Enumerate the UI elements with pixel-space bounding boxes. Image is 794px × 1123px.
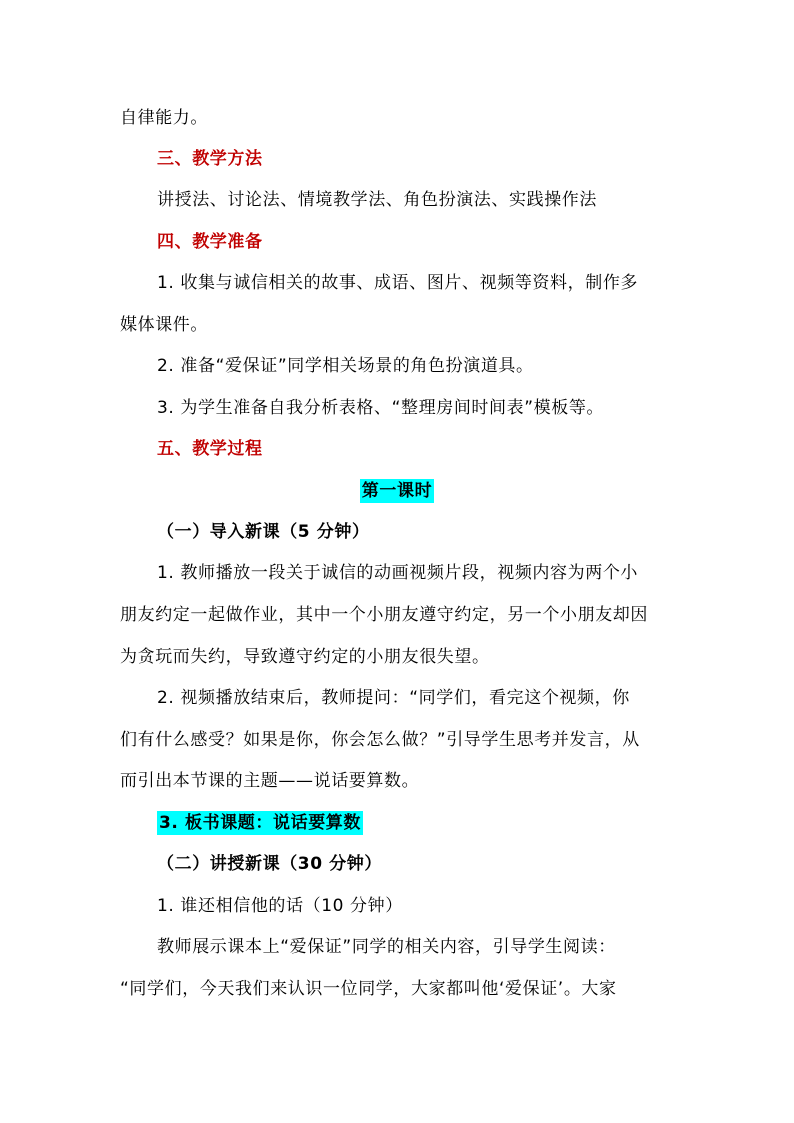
paragraph-line: 朋友约定一起做作业，其中一个小朋友遵守约定，另一个小朋友却因 bbox=[120, 605, 648, 625]
lesson-title-highlight: 第一课时 bbox=[361, 481, 433, 501]
section-heading-methods: 三、教学方法 bbox=[157, 149, 263, 169]
board-title-highlight: 3. 板书课题：说话要算数 bbox=[159, 813, 362, 833]
paragraph-line: 1. 收集与诚信相关的故事、成语、图片、视频等资料，制作多 bbox=[157, 273, 639, 293]
section-heading-process: 五、教学过程 bbox=[157, 439, 263, 459]
subsection-heading-new-lesson: （二）讲授新课（30 分钟） bbox=[157, 854, 382, 874]
paragraph-line: 教师展示课本上“爱保证”同学的相关内容，引导学生阅读： bbox=[157, 937, 616, 957]
paragraph-line: “同学们，今天我们来认识一位同学，大家都叫他‘爱保证’。大家 bbox=[120, 979, 617, 999]
paragraph-line: 1. 教师播放一段关于诚信的动画视频片段，视频内容为两个小 bbox=[157, 563, 639, 583]
paragraph-line: 2. 准备“爱保证”同学相关场景的角色扮演道具。 bbox=[157, 356, 534, 376]
paragraph-line: 媒体课件。 bbox=[120, 315, 208, 335]
paragraph-line: 们有什么感受？如果是你，你会怎么做？”引导学生思考并发言，从 bbox=[120, 730, 640, 750]
lesson-title-line bbox=[0, 476, 794, 506]
paragraph-line: 为贪玩而失约，导致遵守约定的小朋友很失望。 bbox=[120, 647, 490, 667]
paragraph-line: 2. 视频播放结束后，教师提问：“同学们，看完这个视频，你 bbox=[157, 688, 630, 708]
board-title-line bbox=[157, 808, 717, 838]
subsection-heading-intro: （一）导入新课（5 分钟） bbox=[157, 522, 370, 542]
paragraph-line: 而引出本节课的主题——说话要算数。 bbox=[120, 771, 420, 791]
paragraph-line: 1. 谁还相信他的话（10 分钟） bbox=[157, 896, 403, 916]
section-heading-preparation: 四、教学准备 bbox=[157, 232, 263, 252]
paragraph-line: 3. 为学生准备自我分析表格、“整理房间时间表”模板等。 bbox=[157, 398, 605, 418]
paragraph-line: 自律能力。 bbox=[120, 108, 208, 128]
paragraph-line: 讲授法、讨论法、情境教学法、角色扮演法、实践操作法 bbox=[157, 190, 597, 210]
